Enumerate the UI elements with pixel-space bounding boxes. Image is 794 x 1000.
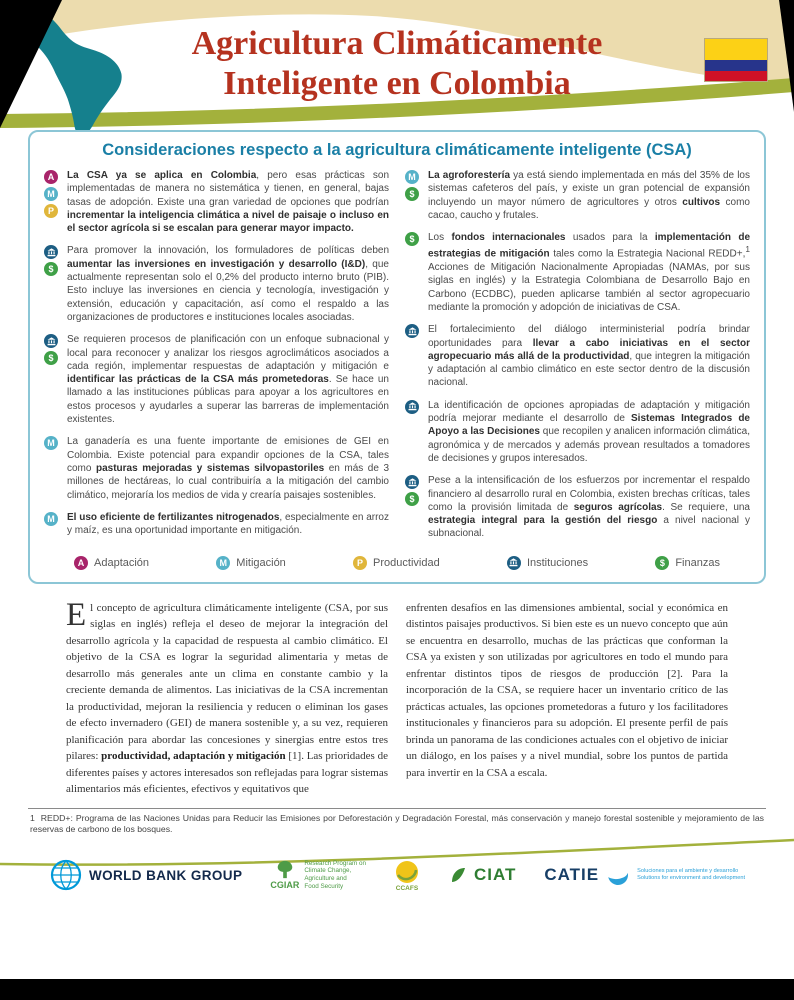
legend-label: Mitigación — [236, 556, 286, 569]
legend-entry-adaptation — [74, 556, 149, 570]
consideration-item — [405, 474, 750, 540]
worldbank-globe-icon — [49, 858, 83, 892]
consideration-item — [405, 169, 750, 222]
worldbank-logo — [49, 858, 242, 892]
mitigation-icon: M — [44, 187, 58, 201]
legend-label: Productividad — [373, 556, 440, 569]
item-text: La CSA ya se aplica en Colombia, pero esas prácticas son implementadas de manera no sistemática y tienen, en general, bajas tasas de adopción. Existe una gran variedad de opciones que podrían incrementar la inteligencia climática a nivel de paisaje o incluso en el sector agrícola si se escalan para generar mayor impacto. — [67, 170, 390, 235]
institutions-icon — [405, 400, 419, 414]
footnote-rule — [28, 808, 766, 809]
scan-bottom-bar — [0, 979, 794, 1000]
flag-stripe-red — [705, 71, 767, 82]
consideration-item — [44, 244, 389, 324]
drop-cap: E — [66, 596, 87, 633]
item-text: Pese a la intensificación de los esfuerzos por incrementar el respaldo financiero al desarrollo rural en Colombia, existen brechas críticas, tales como la provisión limitada de seguros agrícolas. Se requiere, una estrategia integral para la gestión del riesgo a nivel nacional y subnacional. — [428, 475, 750, 540]
consideration-item — [44, 511, 389, 538]
item-text: La agroforestería ya está siendo implementada en más del 35% de los sistemas cafeteros del país, y existe un gran potencial de expansión incluyendo un mayor número de agricultores y otros cultivos como cacao, caucho y frutales. — [428, 170, 750, 221]
item-icons — [405, 323, 422, 389]
colombia-flag — [704, 38, 768, 82]
considerations-right-column — [405, 169, 750, 550]
ccafs-label: CCAFS — [395, 884, 419, 892]
mitigation-icon: M — [216, 556, 230, 570]
catie-tagline-line: Solutions for environment and development — [637, 875, 746, 882]
institutions-icon — [405, 324, 419, 338]
body-column-left — [66, 596, 388, 798]
legend — [44, 552, 750, 570]
institutions-icon — [507, 556, 521, 570]
institutions-icon — [44, 245, 58, 259]
ciat-label: CIAT — [473, 865, 517, 885]
catie-swoosh-icon — [605, 862, 631, 888]
item-text: El uso eficiente de fertilizantes nitrogenados, especialmente en arroz y maíz, es una oportunidad importante en mitigación. — [67, 511, 389, 537]
catie-logo — [544, 862, 745, 888]
consideration-item — [44, 333, 389, 426]
institutions-icon — [44, 334, 58, 348]
legend-entry-mitigation — [216, 556, 286, 570]
cgiar-line: Climate Change, — [304, 867, 352, 875]
title-line-2: Inteligente en Colombia — [223, 65, 571, 102]
item-text: El fortalecimiento del diálogo interministerial podría brindar oportunidades para llevar a cabo iniciativas en el sector agropecuario más allá de la productividad, que integren la mitigación y adaptación al cambio climático en este sector dentro de la discusión nacional. — [428, 324, 750, 389]
cgiar-line: Agriculture and — [304, 875, 347, 883]
legend-entry-finance — [655, 556, 720, 570]
item-icons — [44, 169, 61, 235]
item-icons — [405, 399, 422, 465]
item-icons — [405, 474, 422, 540]
finance-icon: $ — [405, 187, 419, 201]
finance-icon: $ — [405, 232, 419, 246]
consideration-item — [405, 399, 750, 465]
cgiar-logo — [270, 860, 366, 891]
body-text — [66, 596, 728, 798]
catie-label: CATIE — [544, 865, 600, 885]
item-icons — [44, 244, 61, 324]
cgiar-label: CGIAR — [270, 880, 300, 891]
item-icons — [405, 231, 422, 314]
mitigation-icon: M — [44, 436, 58, 450]
item-text: Los fondos internacionales usados para la implementación de estrategias de mitigación tales como la Estrategia Nacional REDD+,$^1$ Acciones de Mitigación Nacionalmente Apropiadas (NAMAs, por sus siglas en inglés) y la Estrategia Colombiana de Desarrollo Bajo en Carbono (ECDBC), pueden aplicarse también al sector agropecuario mediante la promoción y adopción de iniciativas de CSA. — [428, 232, 751, 313]
consideration-item — [44, 169, 389, 235]
adaptation-icon: A — [74, 556, 88, 570]
item-text: La identificación de opciones apropiadas de adaptación y mitigación podría mejorar mediante el desarrollo de Sistemas Integrados de Apoyo a las Decisiones que recopilen y analicen información climática, agronómica y de mercados y además provean resultados a tomadores de decisiones y grupos interesados. — [428, 399, 750, 464]
consideration-item — [405, 231, 750, 314]
item-text: Para promover la innovación, los formuladores de políticas deben aumentar las inversiones en investigación y desarrollo (I&D), que actualmente representan solo el 0,2% del producto interno bruto (PIB). Esto incluye las inversiones en ciencia y tecnología, investigación y extensión, educación y capacitación, así como el respaldo a las organizaciones de productores e instituciones locales asociadas. — [67, 245, 389, 323]
item-icons — [44, 511, 61, 538]
finance-icon: $ — [44, 262, 58, 276]
ccafs-logo — [394, 859, 420, 892]
institutions-icon — [405, 475, 419, 489]
cgiar-program-text — [304, 860, 366, 891]
body-column-right: enfrenten desafíos en las dimensiones ambiental, social y económica en distintos paisajes productivos. Si bien este es un nuevo concepto que aún se encuentra en desarrollo, muchas de las prácticas que conforman la CSA ya existen y son utilizadas por agricultores en todo el mundo para enfrentar distintos tipos de riesgos de producción [2]. Para la incorporación de la CSA, se requiere hacer un inventario crítico de las prácticas actuales, las opciones prometedoras a futuro y los facilitadores institucionales y financieros para su adopción. El presente perfil de país brinda un panorama de las condiciones actuales con el objetivo de iniciar un diálogo, en los países y a nivel mundial, sobre los puntos de partida para invertir en la CSA a escala. — [406, 601, 728, 779]
footnote: 1 REDD+: Programa de las Naciones Unidas para Reducir las Emisiones por Deforestación y Degradación Forestal, más conservación y manejo forestal sostenible y mejoramiento de las reservas de carbono de los bosques. — [30, 812, 764, 835]
item-icons — [44, 435, 61, 501]
mitigation-icon: M — [44, 512, 58, 526]
ccafs-sun-icon — [394, 859, 420, 885]
item-icons — [405, 169, 422, 222]
legend-label: Adaptación — [94, 556, 150, 569]
mitigation-icon: M — [405, 170, 419, 184]
cgiar-tree-icon — [275, 860, 295, 880]
ciat-logo — [448, 865, 516, 885]
considerations-box — [28, 130, 766, 584]
flag-stripe-yellow — [705, 39, 767, 60]
body-left-text: l concepto de agricultura climáticamente inteligente (CSA, por sus siglas en inglés) refleja el deseo de mejorar la integración del desarrollo agrícola y la capacidad de respuesta al cambio climático. El objetivo de la CSA es lograr la seguridad alimentaria y metas de desarrollo más generales ante un clima en constante cambio y la creciente demanda de alimentos. Las iniciativas de la CSA incrementan la productividad, mejoran la resiliencia y reducen o eliminan los gases de efecto invernadero (GEI) de manera sostenible y, a su vez, requieren planificación para abordar las concesiones y sinergias entre estos tres pilares: productividad, adaptación y mitigación [1]. Las prioridades de diferentes países y actores interesados son reflejadas para lograr sistemas alimentarios más eficientes, efectivos y equitativos que — [66, 601, 388, 796]
footer-logos — [0, 842, 794, 892]
ciat-leaf-icon — [448, 865, 468, 885]
legend-label: Finanzas — [675, 556, 720, 569]
cgiar-line: Research Program on — [304, 859, 366, 867]
catie-tagline-line: Soluciones para el ambiente y desarrollo — [637, 867, 739, 874]
catie-tagline — [637, 868, 745, 883]
page-title — [0, 24, 794, 104]
page-header — [0, 0, 794, 128]
cgiar-line: Food Security — [304, 883, 344, 891]
consideration-item — [405, 323, 750, 389]
considerations-heading: Consideraciones respecto a la agricultura climáticamente inteligente (CSA) — [102, 141, 692, 159]
item-text: La ganadería es una fuente importante de emisiones de GEI en Colombia. Existe potencial para expandir opciones de la CSA, tales como pasturas mejoradas y sistemas silvopastoriles en más de 3 millones de hectáreas, lo cual contribuiría a la mitigación del cambio climático, mejoraría los medios de vida y crearía paisajes sostenibles. — [67, 436, 390, 501]
finance-icon: $ — [655, 556, 669, 570]
consideration-item — [44, 435, 389, 501]
legend-entry-productivity — [353, 556, 440, 570]
considerations-left-column — [44, 169, 389, 550]
finance-icon: $ — [405, 492, 419, 506]
title-line-1: Agricultura Climáticamente — [191, 25, 603, 62]
flag-stripe-blue — [705, 60, 767, 71]
legend-label: Instituciones — [526, 556, 589, 569]
legend-entry-institutions — [507, 556, 588, 570]
productivity-icon: P — [44, 204, 58, 218]
finance-icon: $ — [44, 351, 58, 365]
page-footer — [0, 842, 794, 914]
item-text: Se requieren procesos de planificación con un enfoque subnacional y local para reconocer y analizar los riesgos agroclimáticos asociados a cada región, implementar respuestas de adaptación y mitigación e identificar las prácticas de la CSA más prometedoras. Se hace un llamado a las instituciones públicas para apoyar a los agricultores en estos procesos y ayudarles a superar las barreras de implementación existentes. — [67, 334, 389, 426]
productivity-icon: P — [353, 556, 367, 570]
item-icons — [44, 333, 61, 426]
worldbank-label: WORLD BANK GROUP — [88, 867, 243, 883]
adaptation-icon: A — [44, 170, 58, 184]
